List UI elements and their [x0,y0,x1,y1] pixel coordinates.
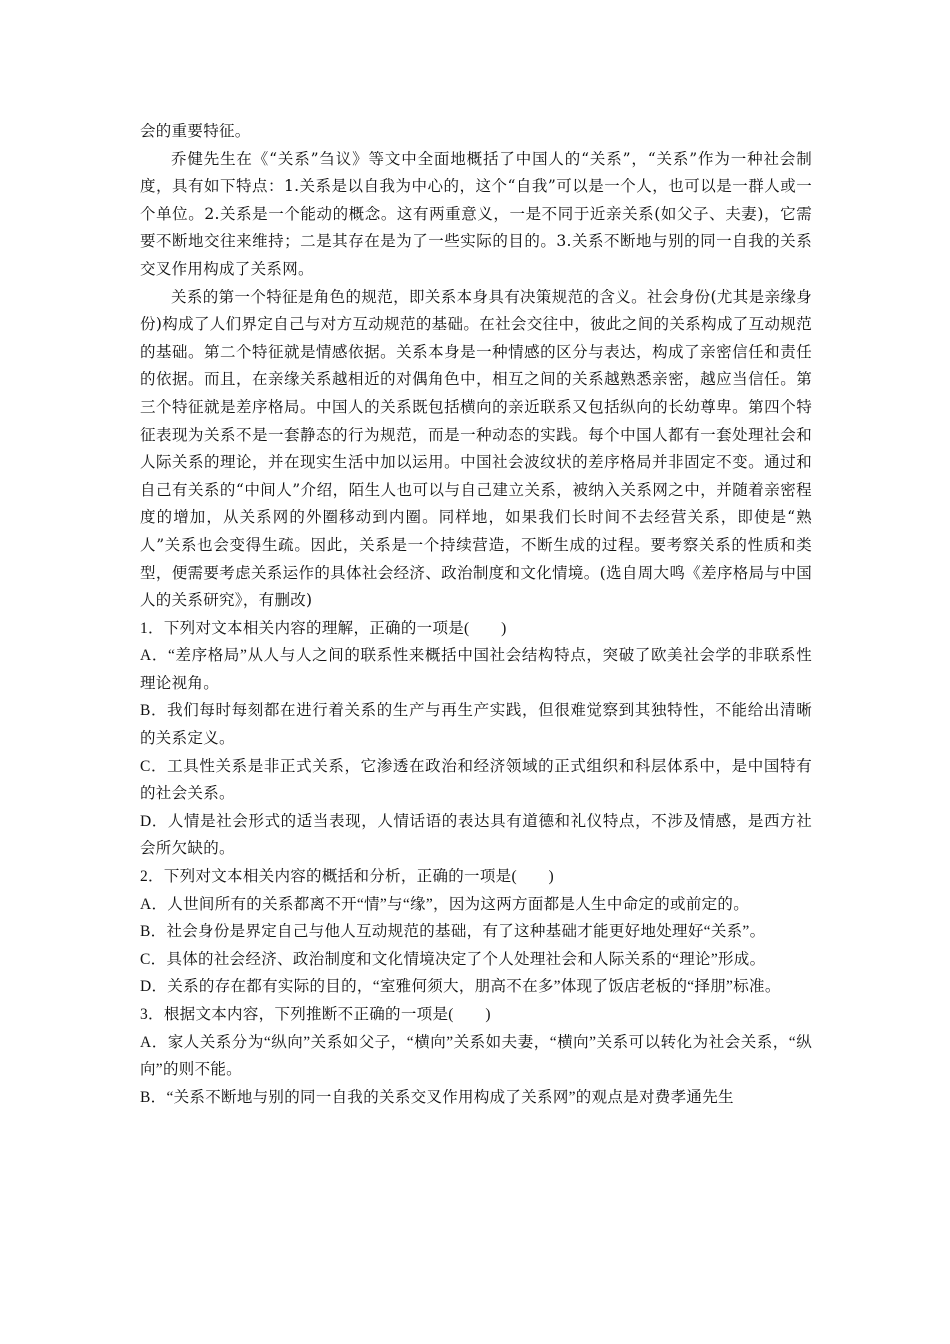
question-2-option-a: A．人世间所有的关系都离不开“情”与“缘”，因为这两方面都是人生中命定的或前定的。 [140,895,750,913]
passage-paragraph-1: 乔健先生在《“关系”刍议》等文中全面地概括了中国人的“关系”，“关系”作为一种社会制度，具有如下特点：1.关系是以自我为中心的，这个“自我”可以是一个人，也可以是一群人或一个单位。2.关系是一个能动的概念。这有两重意义，一是不同于近亲关系(如父子、夫妻)，它需要不断地交往来维持；二是其存在是为了一些实际的目的。3.关系不断地与别的同一自我的关系交叉作用构成了关系网。 [140,149,812,278]
question-1-option-a: A．“差序格局”从人与人之间的联系性来概括中国社会结构特点，突破了欧美社会学的非联系性理论视角。 [140,647,812,692]
passage-paragraph-0: 会的重要特征。 [140,122,251,140]
question-2-option-c: C．具体的社会经济、政治制度和文化情境决定了个人处理社会和人际关系的“理论”形成。 [140,950,766,968]
question-1-stem: 1．下列对文本相关内容的理解，正确的一项是( ) [140,619,507,637]
question-2-option-b: B．社会身份是界定自己与他人互动规范的基础，有了这种基础才能更好地处理好“关系”。 [140,923,766,941]
passage-paragraph-2: 关系的第一个特征是角色的规范，即关系本身具有决策规范的含义。社会身份(尤其是亲缘身份)构成了人们界定自己与对方互动规范的基础。在社会交往中，彼此之间的关系构成了互动规范的基础。第二个特征就是情感依据。关系本身是一种情感的区分与表达，构成了亲密信任和责任的依据。而且，在亲缘关系越相近的对偶角色中，相互之间的关系越熟悉亲密，越应当信任。第三个特征就是差序格局。中国人的关系既包括横向的亲近联系又包括纵向的长幼尊卑。第四个特征表现为关系不是一套静态的行为规范，而是一种动态的实践。每个中国人都有一套处理社会和人际关系的理论，并在现实生活中加以运用。中国社会波纹状的差序格局并非固定不变。通过和自己有关系的“中间人”介绍，陌生人也可以与自己建立关系，被纳入关系网之中，并随着亲密程度的增加，从关系网的外圈移动到内圈。同样地，如果我们长时间不去经营关系，即使是“熟人”关系也会变得生疏。因此，关系是一个持续营造，不断生成的过程。要考察关系的性质和类型，便需要考虑关系运作的具体社会经济、政治制度和文化情境。(选自周大鸣《差序格局与中国人的关系研究》，有删改) [140,287,812,610]
question-2-stem: 2．下列对文本相关内容的概括和分析，正确的一项是( ) [140,868,554,886]
question-2-option-d: D．关系的存在都有实际的目的，“室雅何须大，朋高不在多”体现了饭店老板的“择朋”标准。 [140,978,781,996]
document-page [140,118,812,1111]
question-1-option-c: C．工具性关系是非正式关系，它渗透在政治和经济领域的正式组织和科层体系中，是中国特有的社会关系。 [140,757,812,803]
question-1-option-b: B．我们每时每刻都在进行着关系的生产与再生产实践，但很难觉察到其独特性，不能给出清晰的关系定义。 [140,702,812,748]
question-1-option-d: D．人情是社会形式的适当表现，人情话语的表达具有道德和礼仪特点，不涉及情感，是西方社会所欠缺的。 [140,812,812,858]
question-3-stem: 3．根据文本内容，下列推断不正确的一项是( ) [140,1006,491,1023]
question-3-option-b: B．“关系不断地与别的同一自我的关系交叉作用构成了关系网”的观点是对费孝通先生 [140,1088,734,1106]
question-3-option-a: A．家人关系分为“纵向”关系如父子，“横向”关系如夫妻，“横向”关系可以转化为社会关系，“纵向”的则不能。 [140,1033,812,1079]
